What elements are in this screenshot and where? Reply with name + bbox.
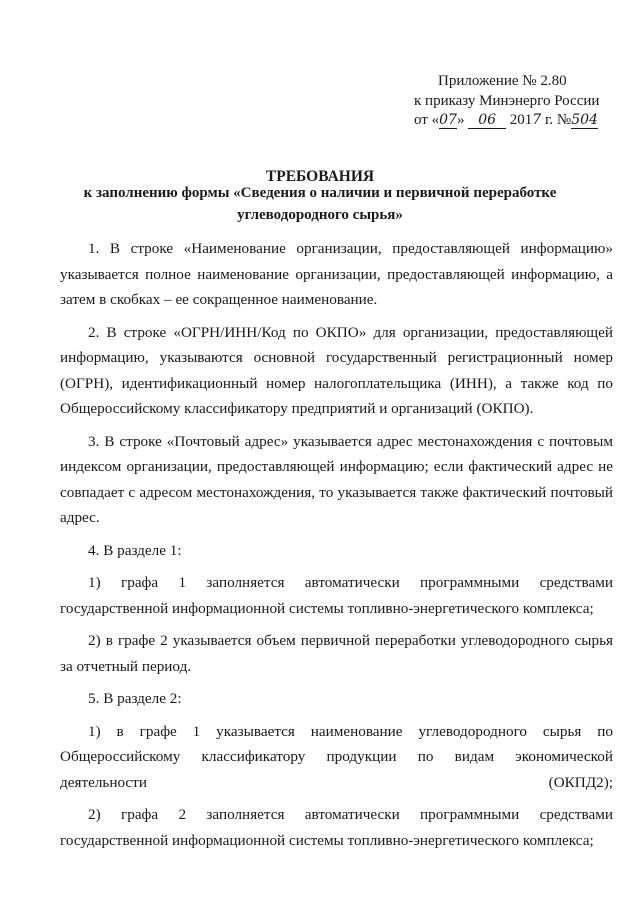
- paragraph-3: 3. В строке «Почтовый адрес» указывается адрес местонахождения с почтовым индексом организации, предоставляющей информацию; если фактический адрес не совпадает с адресом местонахождения, то указывается также фактический почтовый адрес.: [60, 432, 613, 526]
- document-title: ТРЕБОВАНИЯ: [265, 168, 375, 185]
- section-1-heading: 4. В разделе 1:: [88, 541, 182, 559]
- document-body: [60, 236, 613, 860]
- order-reference: к приказу Минэнерго России: [414, 92, 600, 109]
- date-prefix: от «: [414, 112, 440, 128]
- section-2-item-1: 1) в графе 1 указывается наименование углеводородного сырья по Общероссийскому классификатору продукции по видам экономической деятельности (ОКПД2);: [60, 722, 613, 791]
- date-day: 07: [439, 112, 457, 128]
- order-number: 504: [571, 112, 598, 128]
- appendix-number: Приложение № 2.80: [438, 73, 567, 89]
- date-month: 06: [468, 113, 506, 129]
- date-year-digit: 7: [532, 112, 542, 128]
- paragraph-1: 1. В строке «Наименование организации, предоставляющей информацию» указывается полное наименование организации, предоставляющей информацию, а затем в скобках – ее сокращенное наименование.: [60, 240, 613, 308]
- date-mid: »: [456, 112, 469, 128]
- order-date-line: [392, 111, 622, 131]
- subtitle-line-2: углеводородного сырья»: [237, 207, 403, 223]
- date-year-prefix: 201: [506, 112, 533, 128]
- section-1-item-1: 1) графа 1 заполняется автоматически программными средствами государственной информационной системы топливно-энергетического комплекса;: [60, 574, 613, 617]
- subtitle-line-1: к заполнению формы «Сведения о наличии и первичной переработке: [83, 185, 557, 201]
- date-suffix: г. №: [541, 112, 572, 128]
- section-2-item-2: 2) графа 2 заполняется автоматически программными средствами государственной информационной системы топливно-энергетического комплекса;: [60, 806, 613, 849]
- appendix-header: [392, 72, 622, 131]
- section-1-item-2: 2) в графе 2 указывается объем первичной переработки углеводородного сырья за отчетный период.: [60, 632, 613, 675]
- document-subtitle: [0, 182, 640, 226]
- section-2-heading: 5. В разделе 2:: [88, 690, 182, 707]
- paragraph-2: 2. В строке «ОГРН/ИНН/Код по ОКПО» для организации, предоставляющей информацию, указываются основной государственный регистрационный номер (ОГРН), идентификационный номер налогоплательщика (ИНН), а также код по Общероссийскому классификатору предприятий и организаций (ОКПО).: [60, 323, 613, 417]
